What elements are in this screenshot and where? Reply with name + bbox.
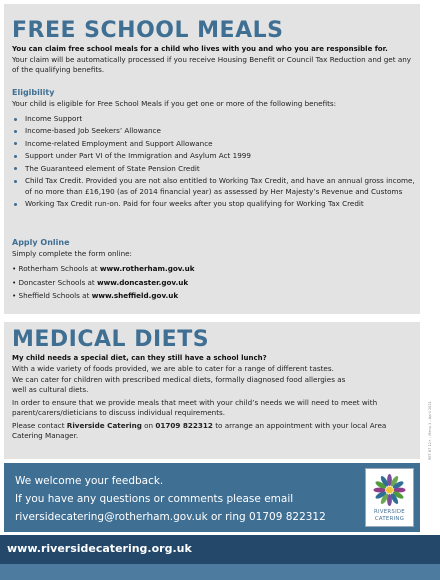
apply-online-heading: Apply Online bbox=[12, 238, 70, 247]
medical-diets-p2: We can cater for children with prescribed medical diets, formally diagnosed food allergies as well as cultural diets. bbox=[12, 375, 346, 395]
online-item-sheffield: • Sheffield Schools at www.sheffield.gov.uk bbox=[12, 291, 179, 301]
feedback-contact: riversidecatering@rotherham.gov.uk or ring 01709 822312 bbox=[15, 511, 326, 523]
free-school-meals-panel bbox=[4, 4, 420, 314]
online-links bbox=[12, 262, 416, 303]
eligibility-intro: Your child is eligible for Free School Meals if you get one or more of the following benefits: bbox=[12, 99, 337, 108]
logo-line-1: RIVERSIDE bbox=[374, 509, 405, 515]
contact-phone: 01709 822312 bbox=[155, 421, 213, 430]
footer-strip bbox=[0, 564, 440, 580]
benefit-item: Support under Part VI of the Immigration and Asylum Act 1999 bbox=[12, 151, 416, 161]
medical-diets-title: MEDICAL DIETS bbox=[12, 327, 210, 352]
sheffield-link[interactable]: www.sheffield.gov.uk bbox=[91, 291, 179, 301]
online-item-rotherham: • Rotherham Schools at www.rotherham.gov.uk bbox=[12, 264, 195, 273]
rotherham-link[interactable]: www.rotherham.gov.uk bbox=[99, 264, 195, 273]
online-item-doncaster: • Doncaster Schools at www.doncaster.gov.uk bbox=[12, 277, 189, 287]
eligibility-heading: Eligibility bbox=[12, 88, 55, 97]
company-name: Riverside Catering bbox=[66, 421, 142, 430]
benefit-item: Income Support bbox=[12, 114, 416, 124]
free-school-meals-lead: You can claim free school meals for a child who lives with you and who you are responsible for. bbox=[12, 45, 388, 53]
free-school-meals-intro: Your claim will be automatically processed if you receive Housing Benefit or Council Tax Reduction and get any of the qualifying benefits. bbox=[12, 55, 412, 75]
benefit-item: Income-related Employment and Support Allowance bbox=[12, 139, 416, 149]
medical-diets-lead: My child needs a special diet, can they still have a school lunch? bbox=[12, 354, 267, 362]
feedback-questions: If you have any questions or comments please email bbox=[15, 493, 294, 505]
document-code: RET 87 12+ - Menu 1 - April 2021 bbox=[428, 401, 432, 460]
benefit-item: Child Tax Credit. Provided you are not also entitled to Working Tax Credit, and have an annual gross income, of no more than £16,190 (as of 2014 financial year) as assessed by Her Majesty’s Revenue and Customs bbox=[12, 176, 416, 197]
medical-diets-p3: In order to ensure that we provide meals that meet with your child’s needs we will need to meet with parent/carers/dieticians to discuss individual requirements. bbox=[12, 398, 378, 418]
benefits-list bbox=[12, 114, 416, 212]
benefit-item: Working Tax Credit run-on. Paid for four weeks after you stop qualifying for Working Tax Credit bbox=[12, 199, 416, 209]
logo-line-2: CATERING bbox=[374, 516, 405, 522]
footer-bar bbox=[0, 535, 440, 564]
riverside-catering-logo bbox=[365, 468, 414, 527]
feedback-welcome: We welcome your feedback. bbox=[15, 475, 164, 487]
free-school-meals-title: FREE SCHOOL MEALS bbox=[12, 18, 284, 43]
flower-icon bbox=[366, 472, 413, 508]
medical-diets-p1: With a wide variety of foods provided, we are able to cater for a range of different tastes. bbox=[12, 364, 334, 373]
doncaster-link[interactable]: www.doncaster.gov.uk bbox=[97, 277, 189, 287]
apply-online-intro: Simply complete the form online: bbox=[12, 249, 132, 258]
benefit-item: Income-based Job Seekers’ Allowance bbox=[12, 126, 416, 136]
medical-diets-p4: Please contact Riverside Catering on 01709 822312 to arrange an appointment with your local Area Catering Manager. bbox=[12, 421, 387, 441]
benefit-item: The Guaranteed element of State Pension Credit bbox=[12, 164, 416, 174]
medical-diets-panel bbox=[4, 322, 420, 459]
feedback-banner bbox=[4, 463, 420, 532]
website-link[interactable]: www.riversidecatering.org.uk bbox=[7, 542, 192, 555]
